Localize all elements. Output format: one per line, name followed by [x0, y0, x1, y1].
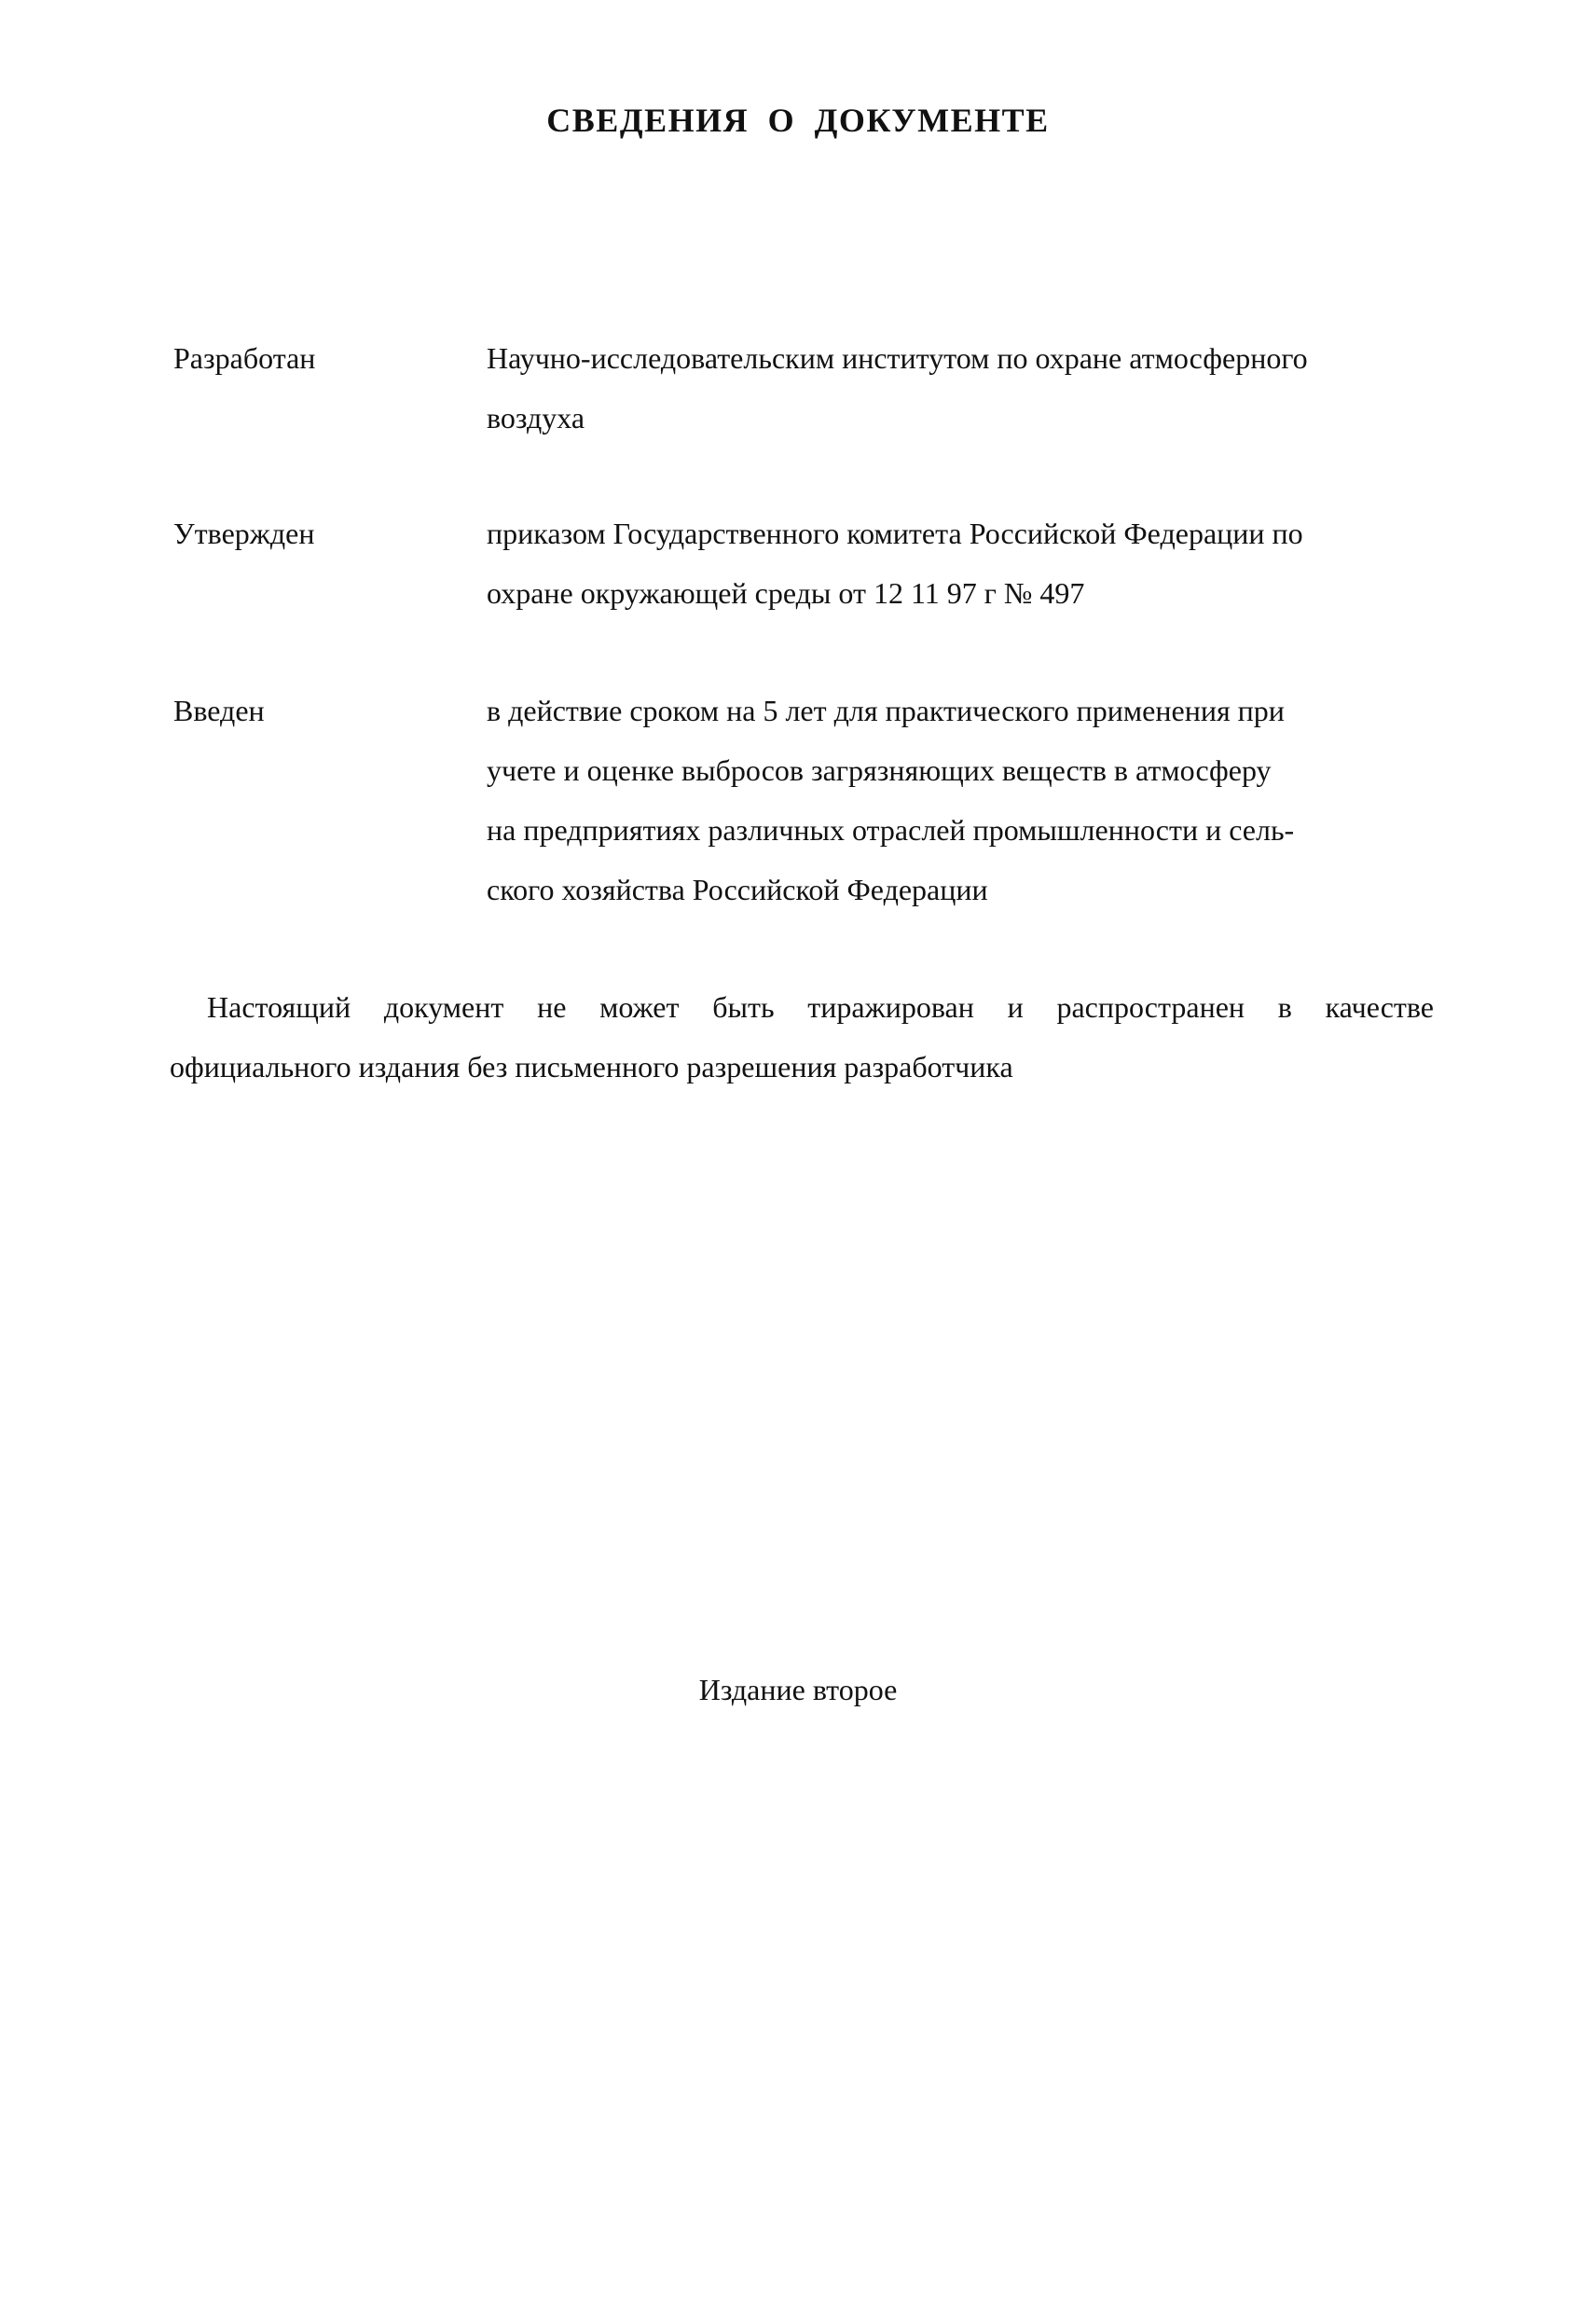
notice-line: официального издания без письменного разрешения разработчика [170, 1050, 1013, 1083]
notice-line: Настоящий документ не может быть тиражирован и распространен в качестве [207, 990, 1434, 1024]
developed-by-label: Разработан [173, 341, 316, 375]
copyright-notice [170, 977, 1434, 1097]
introduced-line: в действие сроком на 5 лет для практического применения при [487, 694, 1285, 727]
approved-by-line: охране окружающей среды от 12 11 97 г № 497 [487, 576, 1085, 610]
introduced-label: Введен [173, 694, 265, 727]
introduced-line: ского хозяйства Российской Федерации [487, 873, 988, 906]
introduced-line: учете и оценке выбросов загрязняющих веществ в атмосферу [487, 753, 1272, 787]
approved-by-label: Утвержден [173, 517, 315, 550]
developed-by-line: Научно-исследовательским институтом по охране атмосферного [487, 341, 1308, 375]
introduced-value [487, 681, 1438, 919]
approved-by-value [487, 504, 1438, 623]
page-title: СВЕДЕНИЯ О ДОКУМЕНТЕ [546, 102, 1050, 139]
edition-label: Издание второе [698, 1673, 898, 1706]
developed-by-value [487, 328, 1438, 448]
developed-by-line: воздуха [487, 401, 585, 435]
approved-by-line: приказом Государственного комитета Российской Федерации по [487, 517, 1303, 550]
introduced-line: на предприятиях различных отраслей промышленности и сель- [487, 813, 1295, 847]
